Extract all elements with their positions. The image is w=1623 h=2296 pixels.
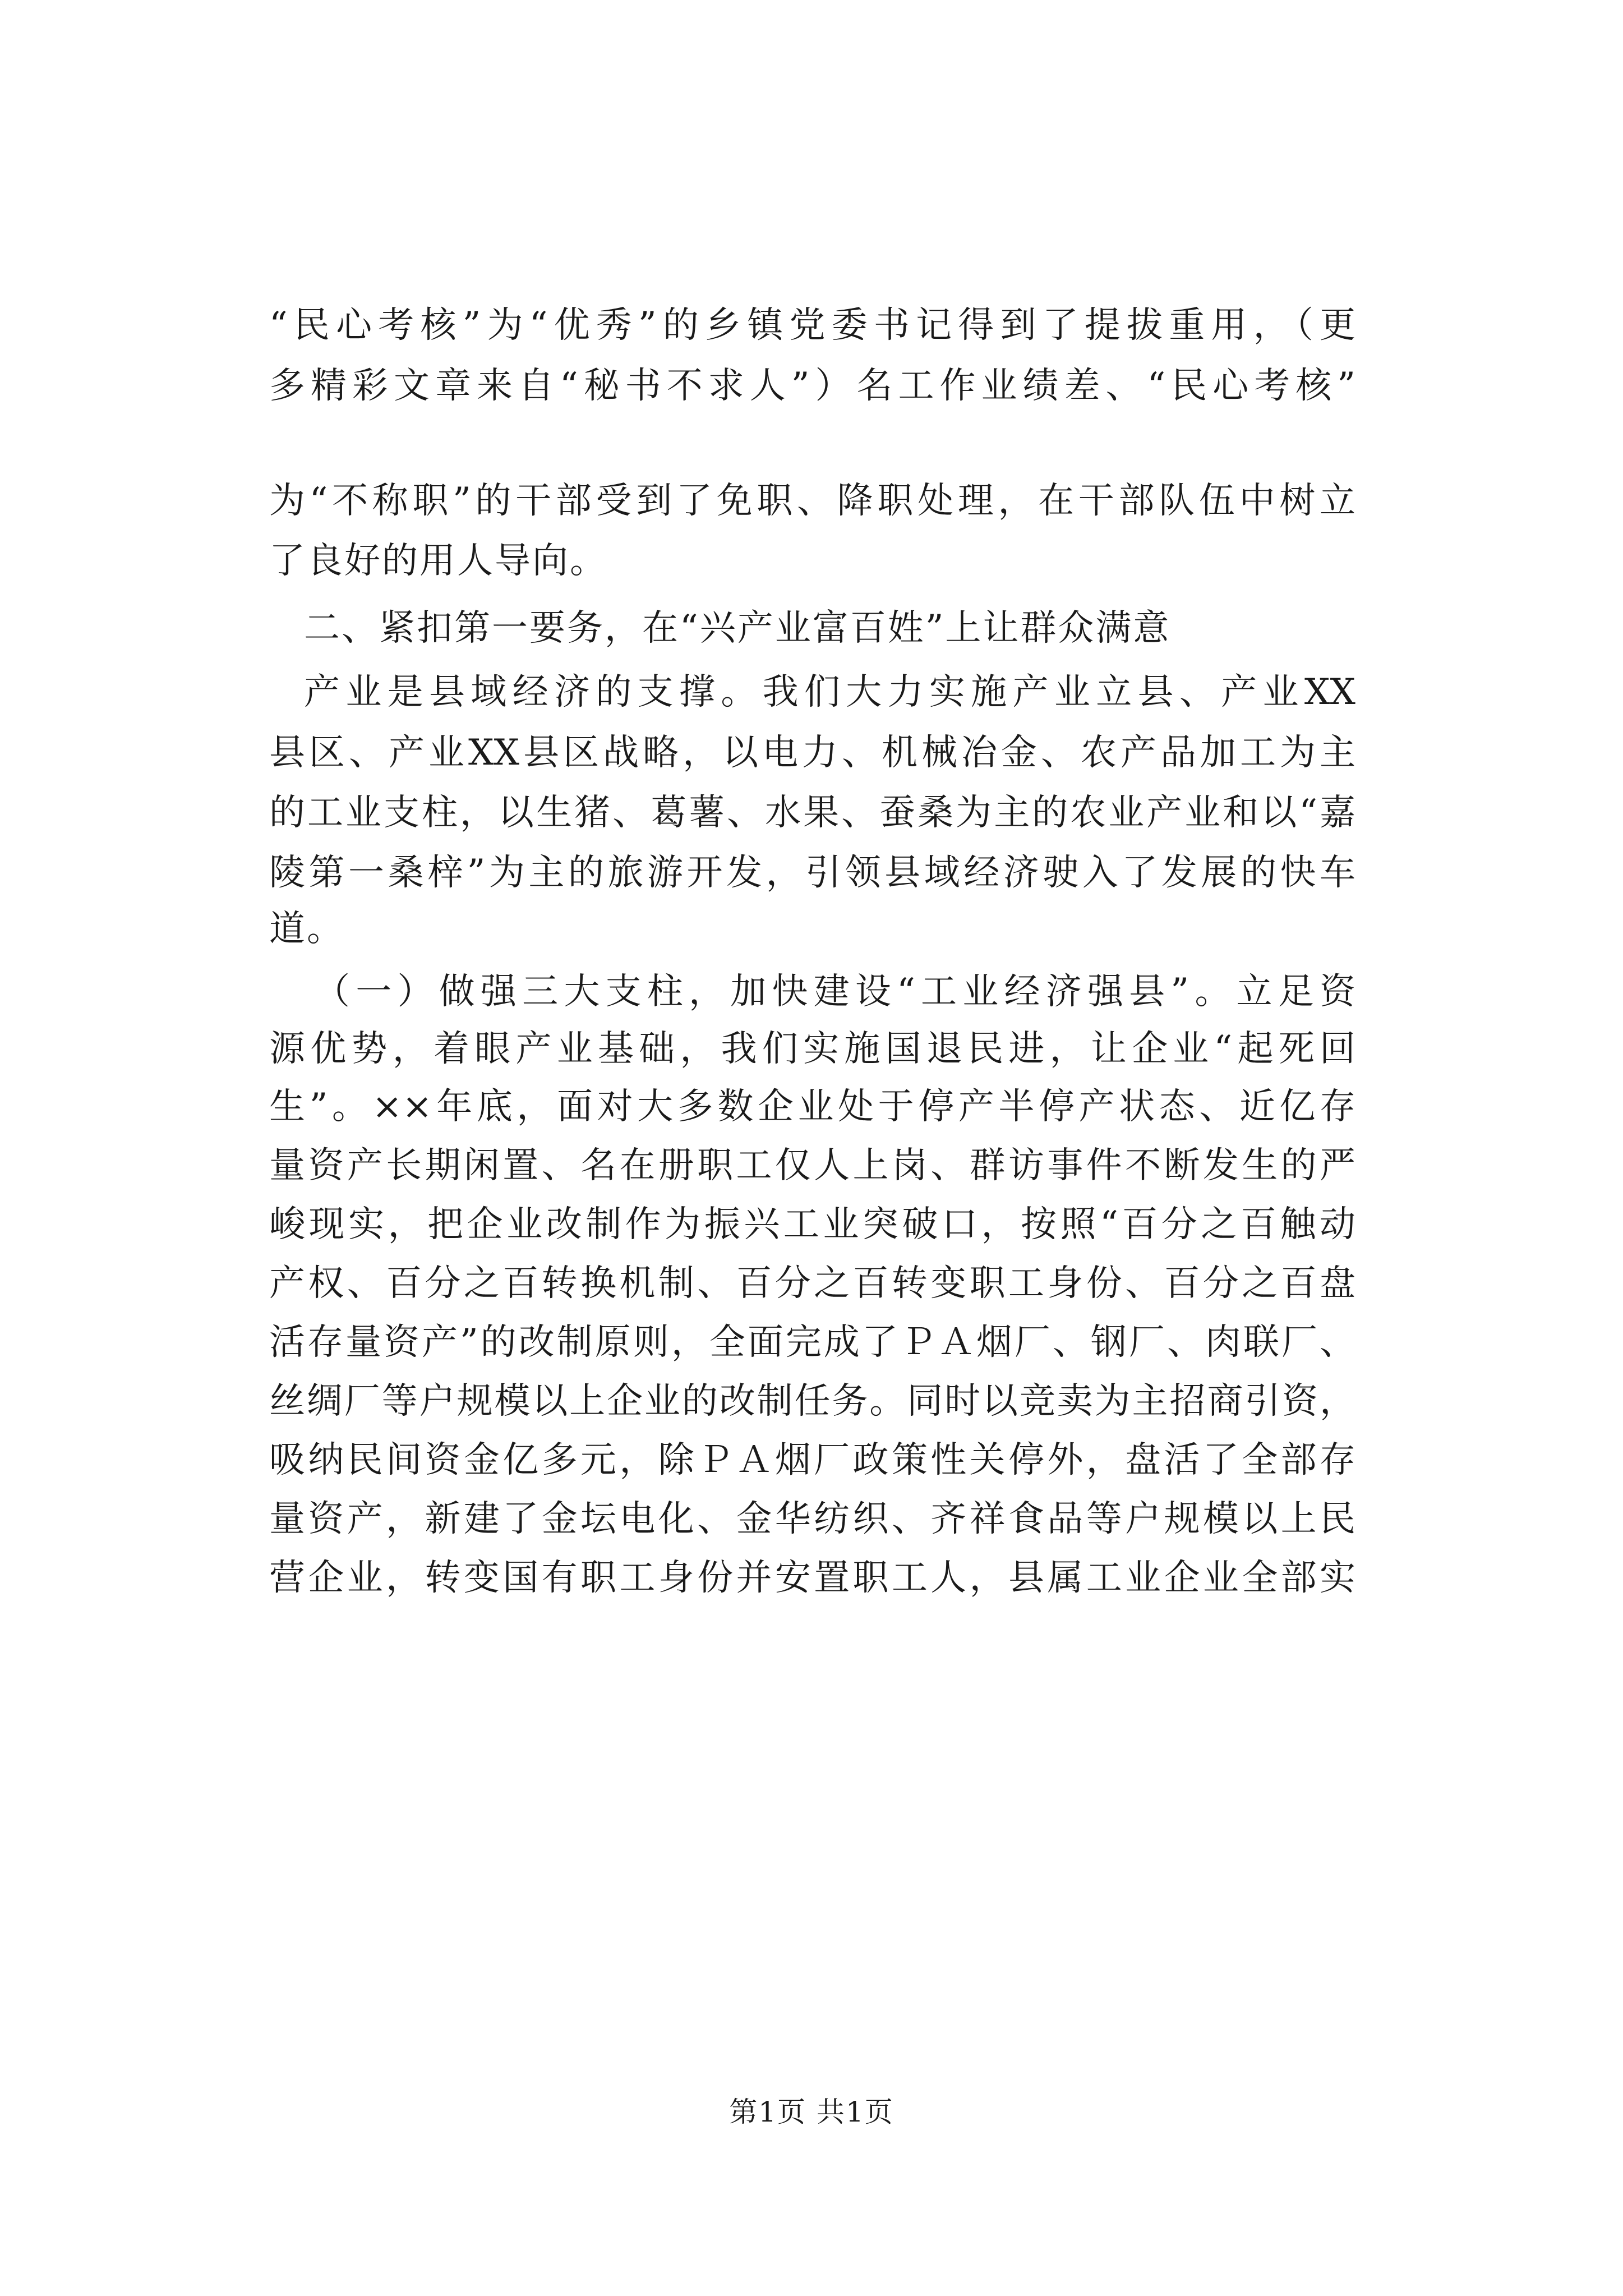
body-line: 峻现实，把企业改制作为振兴工业突破口，按照“百分之百触动 [269, 1204, 1355, 1245]
body-line: 道。 [269, 908, 344, 950]
body-line: 产业是县域经济的支撑。我们大力实施产业立县、产业XX [304, 671, 1355, 713]
body-line: 了良好的用人导向。 [269, 540, 607, 582]
section-heading: 二、紧扣第一要务，在“兴产业富百姓”上让群众满意 [304, 608, 1171, 649]
body-line: 的工业支柱，以生猪、葛薯、水果、蚕桑为主的农业产业和以“嘉 [269, 792, 1355, 834]
body-line: 多精彩文章来自“秘书不求人”）名工作业绩差、“民心考核” [269, 365, 1355, 407]
body-line: “民心考核”为“优秀”的乡镇党委书记得到了提拔重用，（更 [269, 305, 1355, 346]
subsection-line: （一）做强三大支柱，加快建设“工业经济强县”。立足资 [314, 971, 1355, 1013]
body-line: 活存量资产”的改制原则，全面完成了ＰＡ烟厂、钢厂、肉联厂、 [269, 1322, 1355, 1363]
body-line: 源优势，着眼产业基础，我们实施国退民进，让企业“起死回 [269, 1028, 1355, 1070]
body-line: 产权、百分之百转换机制、百分之百转变职工身份、百分之百盘 [269, 1263, 1355, 1304]
body-line: 丝绸厂等户规模以上企业的改制任务。同时以竞卖为主招商引资， [269, 1381, 1355, 1422]
body-line: 吸纳民间资金亿多元，除ＰＡ烟厂政策性关停外，盘活了全部存 [269, 1439, 1355, 1481]
body-line: 陵第一桑梓”为主的旅游开发，引领县域经济驶入了发展的快车 [269, 852, 1355, 894]
body-line: 量资产，新建了金坛电化、金华纺织、齐祥食品等户规模以上民 [269, 1498, 1355, 1540]
page-footer: 第1页 共1页 [729, 2096, 894, 2128]
body-line: 为“不称职”的干部受到了免职、降职处理，在干部队伍中树立 [269, 480, 1355, 522]
body-line: 生”。××年底，面对大多数企业处于停产半停产状态、近亿存 [269, 1086, 1355, 1128]
body-line: 量资产长期闲置、名在册职工仅人上岗、群访事件不断发生的严 [269, 1145, 1355, 1186]
body-line: 县区、产业XX县区战略，以电力、机械冶金、农产品加工为主 [269, 732, 1355, 774]
body-line: 营企业，转变国有职工身份并安置职工人，县属工业企业全部实 [269, 1557, 1355, 1599]
